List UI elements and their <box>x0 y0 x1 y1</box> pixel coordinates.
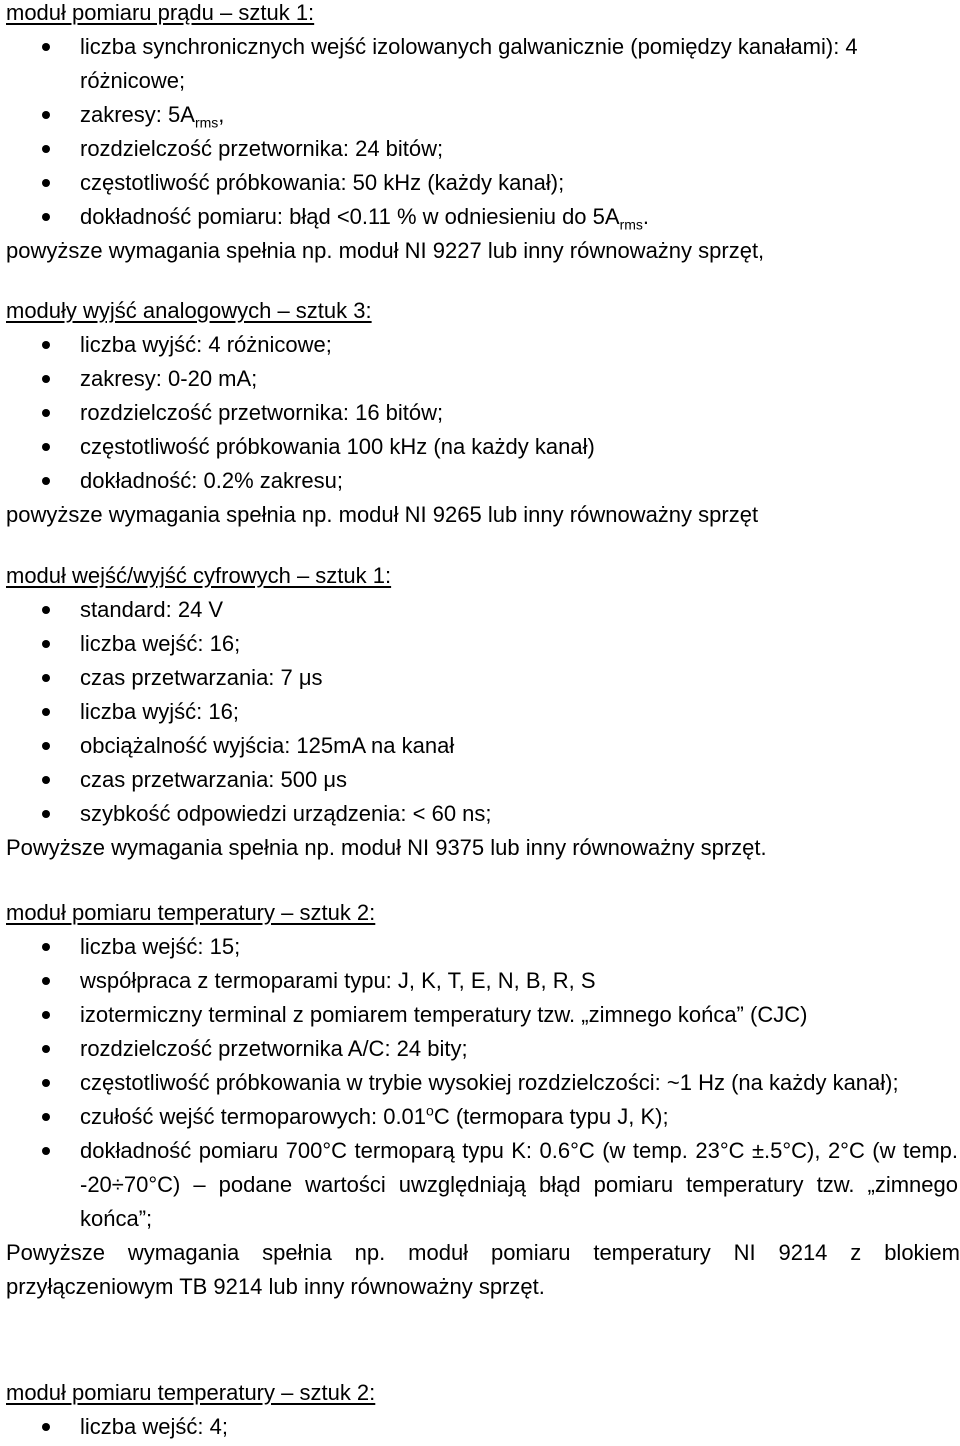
list-item: liczba wejść: 4; <box>0 1410 960 1444</box>
list-item: liczba wejść: 15; <box>0 930 960 964</box>
spec-list <box>0 1410 960 1444</box>
list-item: czas przetwarzania: 7 μs <box>0 661 960 695</box>
spec-list <box>0 930 960 1236</box>
list-item: liczba wyjść: 16; <box>0 695 960 729</box>
list-item: dokładność pomiaru 700°C termoparą typu K: 0.6°C (w temp. 23°C ±.5°C), 2°C (w temp. -20÷70°C) – podane wartości uwzględniają błąd pomiaru temperatury tzw. „zimnego końca”; <box>0 1134 960 1236</box>
list-item: rozdzielczość przetwornika: 24 bitów; <box>0 132 960 166</box>
spec-list <box>0 328 960 498</box>
list-item: szybkość odpowiedzi urządzenia: < 60 ns; <box>0 797 960 831</box>
section-note: Powyższe wymagania spełnia np. moduł pomiaru temperatury NI 9214 z blokiem przyłączeniowym TB 9214 lub inny równoważny sprzęt. <box>6 1240 960 1299</box>
section-note: powyższe wymagania spełnia np. moduł NI 9227 lub inny równoważny sprzęt, <box>6 238 765 263</box>
list-item: zakresy: $5A_{rms}$, <box>0 98 960 132</box>
section-note: powyższe wymagania spełnia np. moduł NI 9265 lub inny równoważny sprzęt <box>6 502 759 527</box>
list-item: liczba wyjść: 4 różnicowe; <box>0 328 960 362</box>
list-item: czas przetwarzania: 500 μs <box>0 763 960 797</box>
section-digital-io-module <box>0 559 960 865</box>
section-heading: moduł pomiaru temperatury – sztuk 2: <box>6 900 376 925</box>
section-heading: moduł pomiaru temperatury – sztuk 2: <box>6 1380 376 1405</box>
list-item: częstotliwość próbkowania w trybie wysokiej rozdzielczości: ~1 Hz (na każdy kanał); <box>0 1066 960 1100</box>
list-item: zakresy: 0-20 mA; <box>0 362 960 396</box>
section-heading: moduły wyjść analogowych – sztuk 3: <box>6 298 372 323</box>
list-item: czułość wejść termoparowych: 0.01$^o$C (termopara typu J, K); <box>0 1100 960 1134</box>
list-item: częstotliwość próbkowania 100 kHz (na każdy kanał) <box>0 430 960 464</box>
list-item: liczba wejść: 16; <box>0 627 960 661</box>
list-item: współpraca z termoparami typu: J, K, T, E, N, B, R, S <box>0 964 960 998</box>
section-current-module <box>0 0 960 268</box>
section-heading: moduł pomiaru prądu – sztuk 1: <box>6 0 315 25</box>
list-item: rozdzielczość przetwornika A/C: 24 bity; <box>0 1032 960 1066</box>
section-analog-output-module <box>0 294 960 532</box>
spec-list <box>0 30 960 234</box>
list-item: liczba synchronicznych wejść izolowanych galwanicznie (pomiędzy kanałami): 4 różnicowe; <box>0 30 960 98</box>
spec-list <box>0 593 960 831</box>
section-temperature-module <box>0 896 960 1304</box>
section-note: Powyższe wymagania spełnia np. moduł NI 9375 lub inny równoważny sprzęt. <box>6 835 767 860</box>
list-item: dokładność pomiaru: błąd <0.11 % w odniesieniu do $5A_{rms}$. <box>0 200 960 234</box>
section-temperature-module-2 <box>0 1376 960 1444</box>
list-item: rozdzielczość przetwornika: 16 bitów; <box>0 396 960 430</box>
section-heading: moduł wejść/wyjść cyfrowych – sztuk 1: <box>6 563 392 588</box>
list-item: obciążalność wyjścia: 125mA na kanał <box>0 729 960 763</box>
list-item: częstotliwość próbkowania: 50 kHz (każdy kanał); <box>0 166 960 200</box>
list-item: dokładność: 0.2% zakresu; <box>0 464 960 498</box>
list-item: standard: 24 V <box>0 593 960 627</box>
list-item: izotermiczny terminal z pomiarem temperatury tzw. „zimnego końca” (CJC) <box>0 998 960 1032</box>
